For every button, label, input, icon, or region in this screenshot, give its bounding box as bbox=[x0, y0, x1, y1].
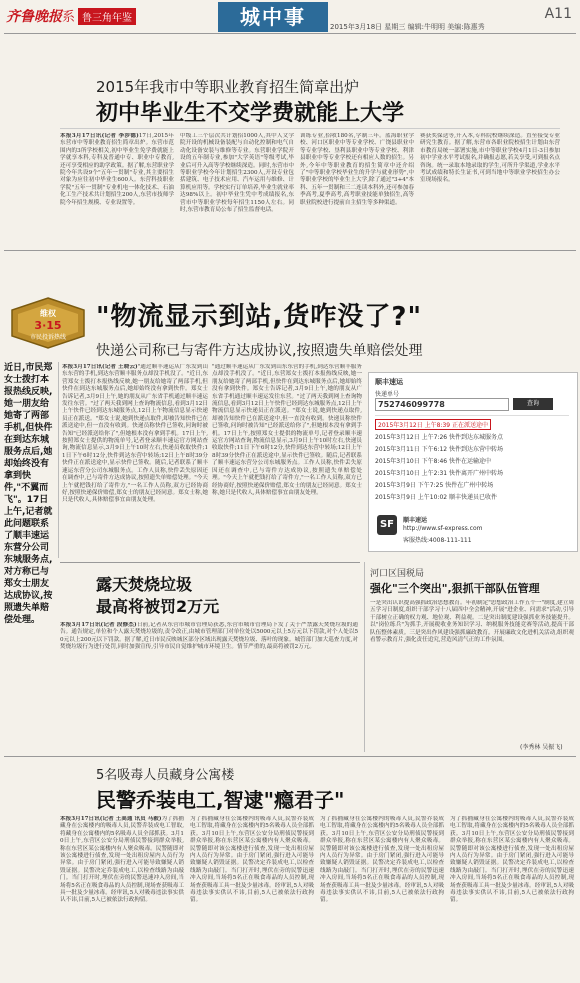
consumer-rights-badge bbox=[6, 296, 90, 350]
article5-column-3: 为了抓捕藏身在公寓楼内的吸毒人员,民警乔装成电工智取,将藏身在公寓楼内的5名吸毒人员全部抓获。3月10日上午,东营区公安分局刑侦民警接到群众举报,称在东营区某公寓楼内有人聚众吸毒。民警随即对该公寓楼进行侦查,发现一处出租房屋内人员行为异常。由于房门紧闭,强行进入可能导致嫌疑人销毁证据。民警决定乔装成电工,以检查线路为由敲门。当门打开时,埋伏在旁的民警迅速冲入房间,当场将5名正在吸食毒品的人员控制,现场查获吸毒工具一批及少量冰毒。经审讯,5人对吸毒违法事实供认不讳,目前,5人已被依法行政拘留。 bbox=[320, 816, 444, 904]
tracking-footer-url[interactable]: http://www.sf-express.com bbox=[403, 525, 483, 532]
article2-subhead: 快递公司称已与寄件方达成协议,按照遗失单赔偿处理 bbox=[96, 343, 423, 359]
article3-byline: 本报3月17日讯(记者 段修杰) bbox=[60, 622, 137, 628]
article5-headline: 民警乔装电工,智逮"瘾君子" bbox=[96, 788, 345, 812]
dateline: 2015年3月18日 星期三 编辑:牛明明 美编:陈惠秀 bbox=[330, 23, 485, 31]
section-title: 城中事 bbox=[218, 2, 328, 32]
article1-headline: 初中毕业生不交学费就能上大学 bbox=[96, 101, 405, 126]
article3-body-text: 日前,记者从东营市城市管理局获悉,东营市城市管理局下发了关于严禁露天焚烧垃圾的通告。通告规定,单位和个人露天焚烧垃圾的,责令改正,由城市管理部门对单位处以5000元以上5万元以下罚款,对个人处以50元以上200元以下罚款。据了解,近日市民反映城区部分区域出现露天焚烧垃圾、落叶的现象。城管部门加大巡查力度,对焚烧垃圾行为进行处罚,同时加强宣传,引导市民自觉维护城市环境卫生。情节严重的,最高将被罚2万元。 bbox=[60, 622, 358, 651]
article4-department: 河口区国税局 bbox=[370, 569, 425, 579]
article2-body-continued: "通过顺丰速运从广东发到山东东营的手机,到达东营顺丰服务点却没手机没了。"近日,东营郑女士拨打本报热线反映,她一朋友给她寄了两部手机,但快件在到达东城服务点后,她却始终没有拿到快件。郑女士告诉记者,3月9日上午,她的朋友从广东省手机通过顺丰速运发往东营。"过了两天我到网上查询物流信息,看到3月12日上午快件已经到达东城服务点,12日上午物流信息显示快递员正在派送。"郑女士说,她到快递点取件,却被告知快件已在派送途中,但一直没有收到。快递员称快件已签收,问询时被告知"已经派送给你了",但她根本没有拿到手机。17日上午,按照郑女士提供的物流单号,记者登录顺丰速运官方网站查询,物流信息显示,3月9日上午10时左右,快递员收取快件;11日下午6时12分,快件到达东营中转场;12日上午8时39分快件正在派送途中,显示快件已签收。随后,记者联系了顺丰速运东营分公司东城服务点。工作人员称,快件丢失原因还在调查中,已与寄件方达成协议,按照遗失单赔偿处理。"今天上午就把钱打给了寄件方,"一名工作人员称,双方已经协商好,按照快递保价赔偿,郑女士的朋友已经同意。郑女士称,她只是代收人,具体赔偿事宜由朋友处理。 bbox=[212, 364, 362, 496]
tracking-site-title: 顺丰速运 bbox=[375, 378, 403, 386]
article2-lead-sidebar: 近日,市民郑女士拨打本报热线反映,她一朋友给她寄了两部手机,但快件在到达东城服务点后,她却始终没有拿到快件,"不翼而飞"。17日上午,记者就此问题联系了顺丰速运东营分公司东城服务点,对方称已与郑女士朋友达成协议,按照遗失单赔偿处理。 bbox=[4, 363, 53, 625]
tracking-event-2: 2015年3月11日 下午6:12 快件到达东营中转场 bbox=[375, 446, 504, 453]
article3-body bbox=[60, 622, 358, 732]
badge-line-3: 市民投诉热线 bbox=[29, 334, 67, 341]
article1-kicker: 2015年我市中等职业教育招生简章出炉 bbox=[96, 78, 360, 96]
tracking-screenshot bbox=[368, 372, 578, 552]
article4-divider bbox=[364, 562, 365, 752]
article2-column-1 bbox=[62, 364, 208, 558]
article5-top-divider bbox=[4, 756, 576, 757]
tracking-divider bbox=[375, 415, 569, 416]
tracking-event-1: 2015年3月12日 上午7:26 快件到达东城服务点 bbox=[375, 434, 504, 441]
article1-col1-text: 17日,2015年东营市中等职业教育招生简章出炉。东营市范围内的3所学校相关,初中毕业生免学费就能上学就享本科,专科及普通中专、职业中专教育,还可享受相应的助学政策。据了解,东营职业学院今年共设9个"五年一贯制"专业,其主要招生对象为应往初中毕业生600人。东营科技职业学院"五年一贯制"专业机电一体化技术、石油化工生产技术共计划招生200人,东营市技师学院今年招生规模、专业设置等。 bbox=[60, 133, 174, 206]
masthead bbox=[6, 6, 136, 26]
page-number: A11 bbox=[544, 6, 572, 22]
sf-logo: SF bbox=[377, 515, 397, 535]
sidebar-divider bbox=[58, 362, 59, 558]
article2-body-text: "通过顺丰速运从广东发到山东东营的手机,到达东营顺丰服务点却没手机没了。"近日,东营郑女士拨打本报热线反映,她一朋友给她寄了两部手机,但快件在到达东城服务点后,她却始终没有拿到快件。郑女士告诉记者,3月9日上午,她的朋友从广东省手机通过顺丰速运发往东营。"过了两天我到网上查询物流信息,看到3月12日上午快件已经到达东城服务点,12日上午物流信息显示快递员正在派送。"郑女士说,她到快递点取件,却被告知快件已在派送途中,但一直没有收到。快递员称快件已签收,问询时被告知"已经派送给你了",但她根本没有拿到手机。17日上午,按照郑女士提供的物流单号,记者登录顺丰速运官方网站查询,物流信息显示,3月9日上午10时左右,快递员收取快件;11日下午6时12分,快件到达东营中转场;12日上午8时39分快件正在派送途中,显示快件已签收。随后,记者联系了顺丰速运东营分公司东城服务点。工作人员称,快件丢失原因还在调查中,已与寄件方达成协议,按照遗失单赔偿处理。"今天上午就把钱打给了寄件方,"一名工作人员称,双方已经协商好,按照快递保价赔偿,郑女士的朋友已经同意。郑女士称,她只是代收人,具体赔偿事宜由朋友处理。 bbox=[62, 364, 208, 504]
section-divider bbox=[4, 250, 576, 251]
article1-divider bbox=[60, 128, 560, 129]
article5-body-text: 为了抓捕藏身在公寓楼内的吸毒人员,民警乔装成电工智取,将藏身在公寓楼内的5名吸毒人员全部抓获。3月10日上午,东营区公安分局刑侦民警接到群众举报,称在东营区某公寓楼内有人聚众吸毒。民警随即对该公寓楼进行侦查,发现一处出租房屋内人员行为异常。由于房门紧闭,强行进入可能导致嫌疑人销毁证据。民警决定乔装成电工,以检查线路为由敲门。当门打开时,埋伏在旁的民警迅速冲入房间,当场将5名正在吸食毒品的人员控制,现场查获吸毒工具一批及少量冰毒。经审讯,5人对吸毒违法事实供认不讳,目前,5人已被依法行政拘留。 bbox=[60, 816, 184, 904]
tracking-event-4: 2015年3月10日 上午2:31 快件离开广州中转场 bbox=[375, 470, 504, 477]
article2-column-2 bbox=[212, 364, 362, 558]
masthead-suffix: 系 bbox=[62, 10, 76, 25]
tracking-footer-phone: 客服热线:4008-111-111 bbox=[403, 537, 472, 544]
article3-headline: 最高将被罚2万元 bbox=[96, 597, 220, 616]
tracking-query-button[interactable]: 查询 bbox=[513, 398, 553, 410]
article5-kicker: 5名吸毒人员藏身公寓楼 bbox=[96, 768, 235, 783]
article5-column-2: 为了抓捕藏身在公寓楼内的吸毒人员,民警乔装成电工智取,将藏身在公寓楼内的5名吸毒人员全部抓获。3月10日上午,东营区公安分局刑侦民警接到群众举报,称在东营区某公寓楼内有人聚众吸毒。民警随即对该公寓楼进行侦查,发现一处出租房屋内人员行为异常。由于房门紧闭,强行进入可能导致嫌疑人销毁证据。民警决定乔装成电工,以检查线路为由敲门。当门打开时,埋伏在旁的民警迅速冲入房间,当场将5名正在吸食毒品的人员控制,现场查获吸毒工具一批及少量冰毒。经审讯,5人对吸毒违法事实供认不讳,目前,5人已被依法行政拘留。 bbox=[190, 816, 314, 904]
article2-headline: "物流显示到站,货咋没了?" bbox=[96, 302, 423, 332]
masthead-tag: 鲁三角年鉴 bbox=[78, 8, 136, 25]
article4-headline: 强化"三个突出",狠抓干部队伍管理 bbox=[370, 582, 540, 595]
tracking-number-field[interactable]: 752746099778 bbox=[375, 398, 509, 411]
article4-author: (李秀林 吴振飞) bbox=[520, 744, 563, 751]
header-divider bbox=[4, 33, 576, 34]
tracking-event-3: 2015年3月10日 下午8:46 快件在运输途中 bbox=[375, 458, 492, 465]
article3-top-divider bbox=[60, 562, 360, 563]
newspaper-logo: 齐鲁晚报 bbox=[6, 9, 62, 25]
article4-body: 一是突出认识提高强抓政治思想教育。年初制定"思想政治工作五个一"制度,建立周五学习日制度,组织干部学习十八届四中全会精神,开展"进企业、问需求"活动,引导干部树立正确的权力观、地位观、利益观。二是突出制度建设强抓业务技能提升。以"岗位练兵"为抓手,开展税收业务知识学习、纳税服务技能竞赛等活动,提高干部队伍整体素质。三是突出作风建设强抓廉政教育。开展廉政文化进机关活动,组织观看警示教育片,强化责任追究,营造风清气正的工作氛围。 bbox=[370, 600, 574, 644]
badge-line-1: 维权 bbox=[40, 309, 56, 318]
article3-kicker: 露天焚烧垃圾 bbox=[96, 575, 193, 594]
article2-byline: 本报3月17日讯(记者 王晓云) bbox=[62, 364, 138, 370]
article5-column-1 bbox=[60, 816, 184, 976]
article1-column-2: 中级工三个层次共计划招1000人,其中人文学院开设的机械设备装配与自动化控制和电气自动化设备安装与维修等专业。东营职业学院开设的五年制专业,参加"大学英语"等级考试,毕业后可升入高等学校继续深造。同时,东营市中等职业学校今年计划招生2300人,开设专业包括建筑、电子技术应用、汽车运用与维修、计算机应用等。学校实行订单培养,毕业生就业率达98%以上。初中毕业生凭中考成绩报名,东营市中等职业学校每年招生1150人左右。同时,东营市教育局公布了招生监督电话。 bbox=[180, 133, 294, 214]
article1-column-4: 赛获奖保送等,升入本,专科院校继续深造。直至接受专业研究生教育。据了解,东营市各职业院校招生计划由东营市教育局统一部署实施,市中等职业学校4月1日-3日参加初中学业水平考试报名,并确报志愿,若关享受,可到报名点咨询。统一录取本地录取的学生,可所升学渠道,学业水平考试成绩和特长生证书,可到当地中等职业学校招生办公室现场报名。 bbox=[420, 133, 560, 184]
article1-column-1 bbox=[60, 133, 174, 243]
article5-column-4: 为了抓捕藏身在公寓楼内的吸毒人员,民警乔装成电工智取,将藏身在公寓楼内的5名吸毒人员全部抓获。3月10日上午,东营区公安分局刑侦民警接到群众举报,称在东营区某公寓楼内有人聚众吸毒。民警随即对该公寓楼进行侦查,发现一处出租房屋内人员行为异常。由于房门紧闭,强行进入可能导致嫌疑人销毁证据。民警决定乔装成电工,以检查线路为由敲门。当门打开时,埋伏在旁的民警迅速冲入房间,当场将5名正在吸食毒品的人员控制,现场查获吸毒工具一批及少量冰毒。经审讯,5人对吸毒违法事实供认不讳,目前,5人已被依法行政拘留。 bbox=[450, 816, 574, 904]
article1-column-3: 训练专业,招收180名,学制三年。蓝海职业学校、河口区职业中等专业学校、广饶县职业中等专业学校、垦利县职业中等专业学校、利津县职业中等专业学校还有相应人数的招生。另外,今年中等职业教育的招生简章中还介绍了"中等职业学校毕业生的升学与就业形势",中等职业学校的毕业生上大学,除了通过"3+4"本科、五年一贯制和三二连读本科外,还可参加春季高考,夏季高考,高考职业技能单独招生,高等职业院校进行提前自主招生等多种渠道。 bbox=[300, 133, 414, 206]
article5-byline: 本报3月17日讯(记者 王高通 讯员 马毅) bbox=[60, 816, 162, 822]
tracking-label: 快递单号 bbox=[375, 391, 400, 398]
article1-byline: 本报3月17日讯(记者 李涉德) bbox=[60, 133, 139, 139]
tracking-footer-brand: 顺丰速运 bbox=[403, 517, 428, 524]
badge-line-2: 3·15 bbox=[34, 319, 62, 332]
tracking-event-6: 2015年3月9日 上午10:02 顺丰快递员已收件 bbox=[375, 494, 498, 501]
tracking-event-0: 2015年3月12日 上午8:39 正在派送途中 bbox=[375, 419, 491, 430]
tracking-event-5: 2015年3月9日 下午7:25 快件在广州中转场 bbox=[375, 482, 494, 489]
